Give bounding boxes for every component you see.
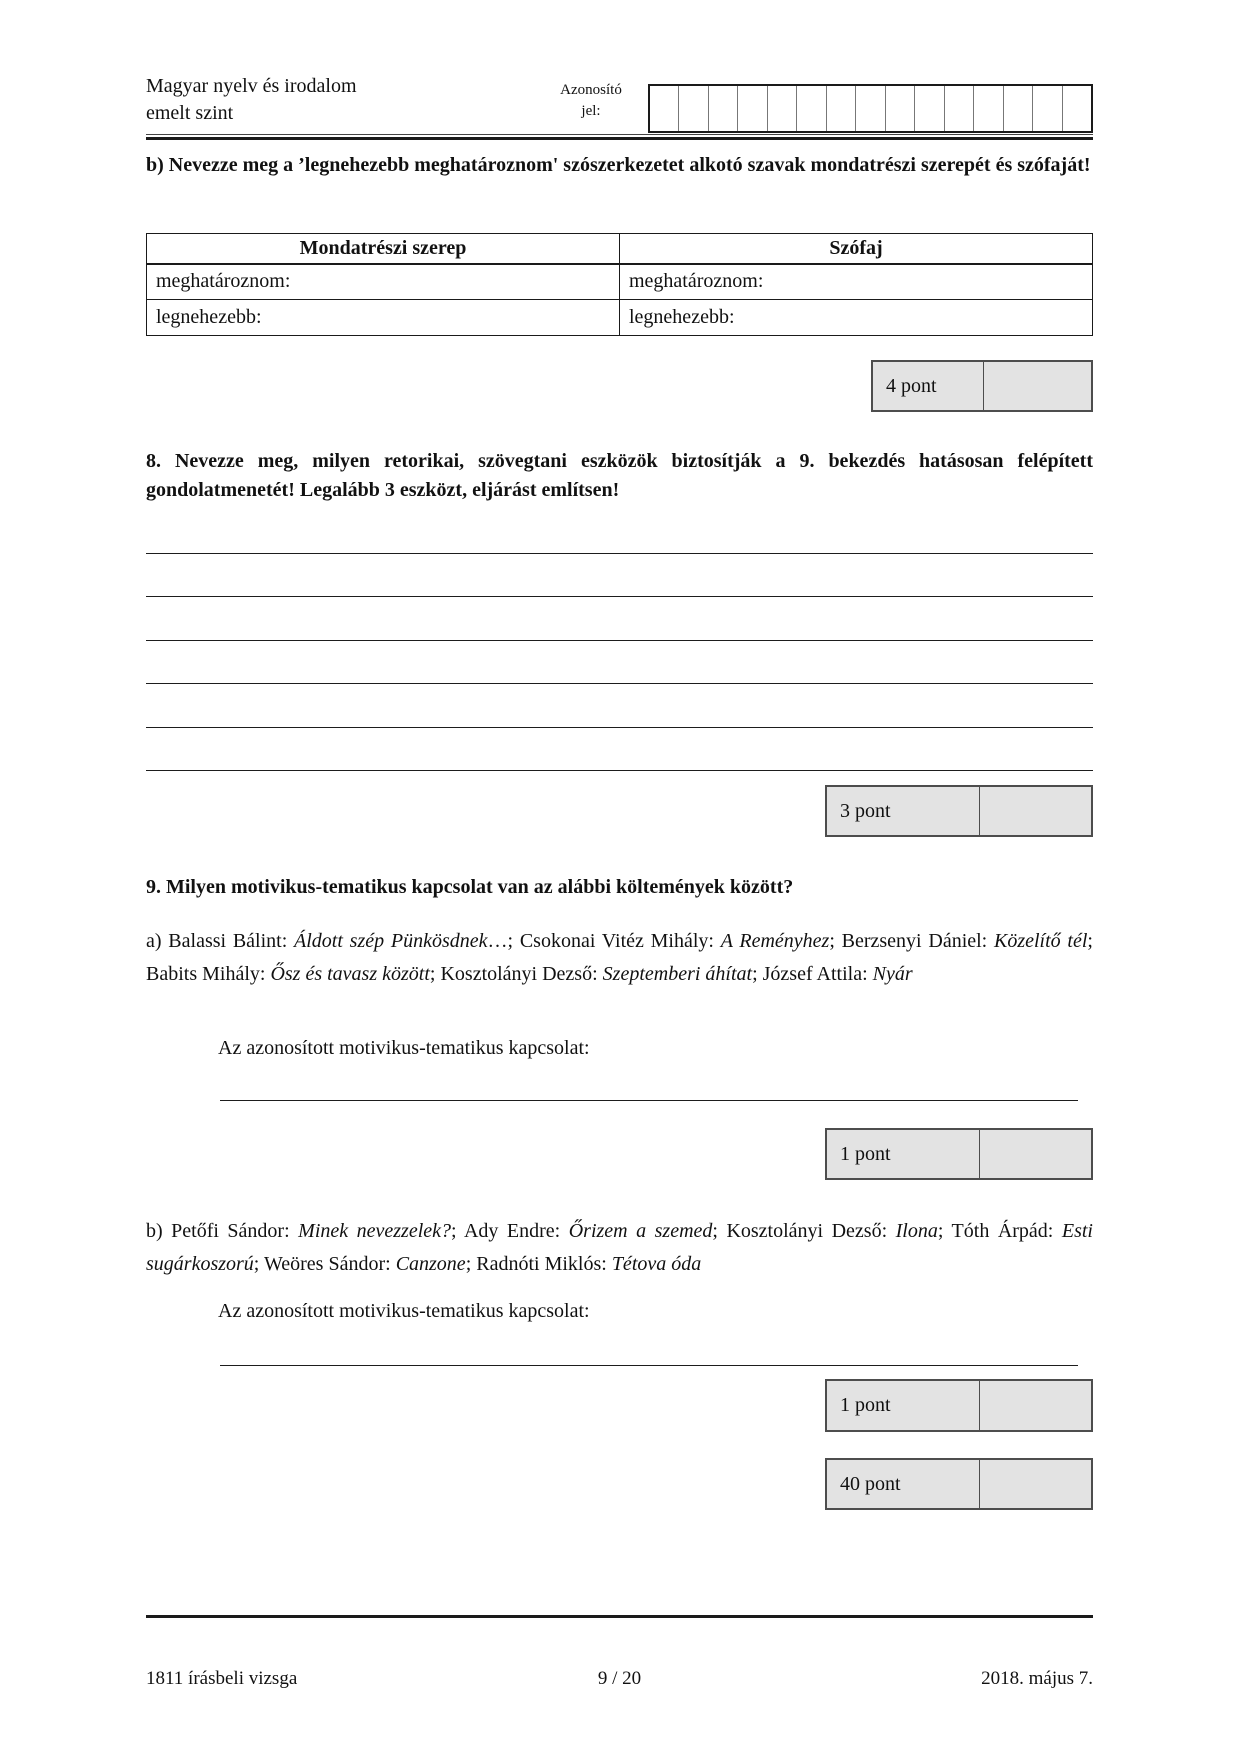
answer-line[interactable] <box>146 683 1093 684</box>
footer-page-number: 9 / 20 <box>597 1668 642 1689</box>
poet-name-text: ; Radnóti Miklós: <box>465 1253 612 1275</box>
id-code-label-line2: jel: <box>581 103 601 119</box>
subject-line-2: emelt szint <box>146 102 234 124</box>
points-label-text: 1 pont <box>840 1394 891 1416</box>
id-grid-cell[interactable] <box>738 86 767 131</box>
poet-name-text: ; József Attila: <box>752 963 873 985</box>
answer-cell-legnehezebb-szofaj[interactable]: legnehezebb: <box>620 300 1093 336</box>
points-box-question-8 <box>825 785 1093 837</box>
points-awarded-cell[interactable] <box>980 1130 1091 1178</box>
poem-title: Szeptemberi áhítat <box>602 963 753 985</box>
poem-title: Canzone <box>395 1253 466 1275</box>
question-b-prompt: b) Nevezze meg a ’legnehezebb meghatároznom' szószerkezetet alkotó szavak mondatrészi szerepét és szófaját! <box>146 154 1091 176</box>
table-header-row <box>147 234 1093 264</box>
id-grid-cell[interactable] <box>768 86 797 131</box>
poem-title: Minek nevezzelek? <box>298 1220 452 1242</box>
points-box-question-9a <box>825 1128 1093 1180</box>
poet-name-text: ; Weöres Sándor: <box>253 1253 396 1275</box>
syntax-table <box>146 233 1093 336</box>
poet-name-text: ; Babits Mihály: <box>146 930 1093 985</box>
points-label-text: 40 pont <box>840 1472 901 1495</box>
poet-name-text: …; Csokonai Vitéz Mihály: <box>487 930 721 952</box>
poem-title: Esti sugárkoszorú <box>146 1220 1093 1275</box>
points-awarded-cell[interactable] <box>980 787 1091 835</box>
poet-name-text: ; Tóth Árpád: <box>937 1220 1062 1242</box>
question-9b-poem-list <box>146 1215 1093 1281</box>
footer-rule <box>146 1615 1093 1618</box>
id-grid-cell[interactable] <box>650 86 679 131</box>
answer-line[interactable] <box>146 770 1093 771</box>
q8-answer-lines <box>146 553 1093 773</box>
id-grid-cell[interactable] <box>1063 86 1091 131</box>
question-8-prompt: 8. Nevezze meg, milyen retorikai, szövegtani eszközök biztosítják a 9. bekezdés hatásosan felépített gondolatmenetét! Legalább 3 eszközt, eljárást említsen! <box>146 450 1093 501</box>
q9a-answer-line[interactable] <box>220 1100 1078 1101</box>
points-label <box>827 787 980 835</box>
subject-line-1: Magyar nyelv és irodalom <box>146 75 357 97</box>
id-grid-cell[interactable] <box>1033 86 1062 131</box>
answer-line[interactable] <box>146 596 1093 597</box>
footer-exam-code: 1811 írásbeli vizsga <box>146 1668 298 1689</box>
points-awarded-cell[interactable] <box>980 1460 1091 1508</box>
answer-line[interactable] <box>146 640 1093 641</box>
points-label <box>827 1381 980 1430</box>
poem-title: Ősz és tavasz között <box>270 963 430 985</box>
id-code-label-line1: Azonosító <box>560 82 622 98</box>
answer-line[interactable] <box>146 553 1093 554</box>
poem-title: Közelítő tél <box>994 930 1088 952</box>
id-grid-cell[interactable] <box>856 86 885 131</box>
header-rule-thin <box>146 134 1093 135</box>
poem-title: Nyár <box>872 963 913 985</box>
poem-title: Tétova óda <box>611 1253 702 1275</box>
points-awarded-cell[interactable] <box>980 1381 1091 1430</box>
id-grid <box>648 84 1093 133</box>
id-code-label <box>545 80 637 122</box>
points-label <box>873 362 984 410</box>
footer <box>146 1668 1093 1690</box>
points-box-total <box>825 1458 1093 1510</box>
answer-cell-legnehezebb-szerep[interactable]: legnehezebb: <box>147 300 620 336</box>
points-label <box>827 1460 980 1508</box>
points-label-text: 3 pont <box>840 799 891 822</box>
answer-cell-meghataroznom-szerep[interactable]: meghatároznom: <box>147 264 620 300</box>
id-grid-cell[interactable] <box>679 86 708 131</box>
subject-header <box>146 73 357 127</box>
poet-name-text: b) Petőfi Sándor: <box>146 1220 299 1242</box>
id-grid-cell[interactable] <box>886 86 915 131</box>
question-9-heading: 9. Milyen motivikus-tematikus kapcsolat van az alábbi költemények között? <box>146 876 794 898</box>
poet-name-text: ; Berzsenyi Dániel: <box>829 930 994 952</box>
answer-line[interactable] <box>146 727 1093 728</box>
points-awarded-cell[interactable] <box>984 362 1091 410</box>
header-rule <box>146 137 1093 140</box>
id-grid-cell[interactable] <box>945 86 974 131</box>
id-grid-cell[interactable] <box>827 86 856 131</box>
points-label-text: 4 pont <box>886 374 937 397</box>
points-label-text: 1 pont <box>840 1142 891 1165</box>
points-label <box>827 1130 980 1178</box>
col-header-mondatreszi-szerep: Mondatrészi szerep <box>147 234 620 264</box>
q9b-answer-label: Az azonosított motivikus-tematikus kapcsolat: <box>218 1300 590 1322</box>
id-grid-cell[interactable] <box>797 86 826 131</box>
footer-date: 2018. május 7. <box>981 1668 1094 1689</box>
answer-cell-meghataroznom-szofaj[interactable]: meghatároznom: <box>620 264 1093 300</box>
poem-title: Áldott szép Pünkösdnek <box>294 930 488 952</box>
poem-title: A Reményhez <box>720 930 830 952</box>
poet-name-text: ; Kosztolányi Dezső: <box>712 1220 896 1242</box>
id-grid-cell[interactable] <box>974 86 1003 131</box>
poet-name-text: ; Ady Endre: <box>451 1220 569 1242</box>
q9a-answer-label: Az azonosított motivikus-tematikus kapcsolat: <box>218 1037 590 1059</box>
points-box-question-9b <box>825 1379 1093 1432</box>
poem-title: Ilona <box>895 1220 938 1242</box>
q9b-answer-line[interactable] <box>220 1365 1078 1366</box>
question-9a-poem-list <box>146 925 1093 991</box>
poet-name-text: a) Balassi Bálint: <box>146 930 295 952</box>
col-header-szofaj: Szófaj <box>620 234 1093 264</box>
id-grid-cell[interactable] <box>1004 86 1033 131</box>
id-grid-cell[interactable] <box>915 86 944 131</box>
poet-name-text: ; Kosztolányi Dezső: <box>429 963 603 985</box>
table-row <box>147 300 1093 336</box>
poem-title: Őrizem a szemed <box>568 1220 713 1242</box>
table-row <box>147 264 1093 300</box>
points-box-question-b <box>871 360 1093 412</box>
id-grid-cell[interactable] <box>709 86 738 131</box>
